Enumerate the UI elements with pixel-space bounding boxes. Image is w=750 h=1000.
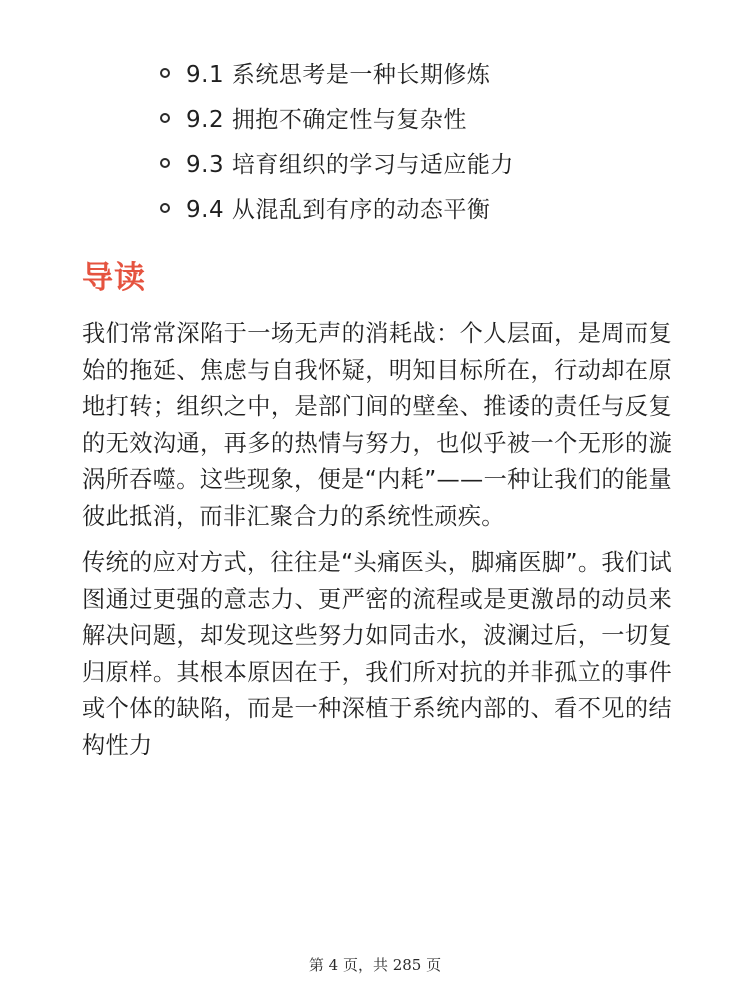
circle-bullet-icon [160,158,170,168]
toc-item-label: 9.4 从混乱到有序的动态平衡 [186,197,491,223]
circle-bullet-icon [160,68,170,78]
page-number: 第 4 页，共 285 页 [308,956,442,974]
table-of-contents [160,50,514,230]
toc-item-label: 9.2 拥抱不确定性与复杂性 [186,107,467,133]
toc-item[interactable] [160,95,514,140]
paragraph: 传统的应对方式，往往是“头痛医头，脚痛医脚”。我们试图通过更强的意志力、更严密的流程或是更激昂的动员来解决问题，却发现这些努力如同击水，波澜过后，一切复归原样。其根本原因在于，我们所对抗的并非孤立的事件或个体的缺陷，而是一种深植于系统内部的、看不见的结构性力 [82,549,672,759]
toc-item-label: 9.1 系统思考是一种长期修炼 [186,62,491,88]
toc-item[interactable] [160,185,514,230]
circle-bullet-icon [160,203,170,213]
body-text [82,316,672,774]
circle-bullet-icon [160,113,170,123]
paragraph: 我们常常深陷于一场无声的消耗战：个人层面，是周而复始的拖延、焦虑与自我怀疑，明知目标所在，行动却在原地打转；组织之中，是部门间的壁垒、推诿的责任与反复的无效沟通，再多的热情与努力，也似乎被一个无形的漩涡所吞噬。这些现象，便是“内耗”——一种让我们的能量彼此抵消，而非汇聚合力的系统性顽疾。 [82,320,672,530]
section-heading: 导读 [82,260,146,296]
toc-item[interactable] [160,140,514,185]
toc-item[interactable] [160,50,514,95]
toc-item-label: 9.3 培育组织的学习与适应能力 [186,152,514,178]
